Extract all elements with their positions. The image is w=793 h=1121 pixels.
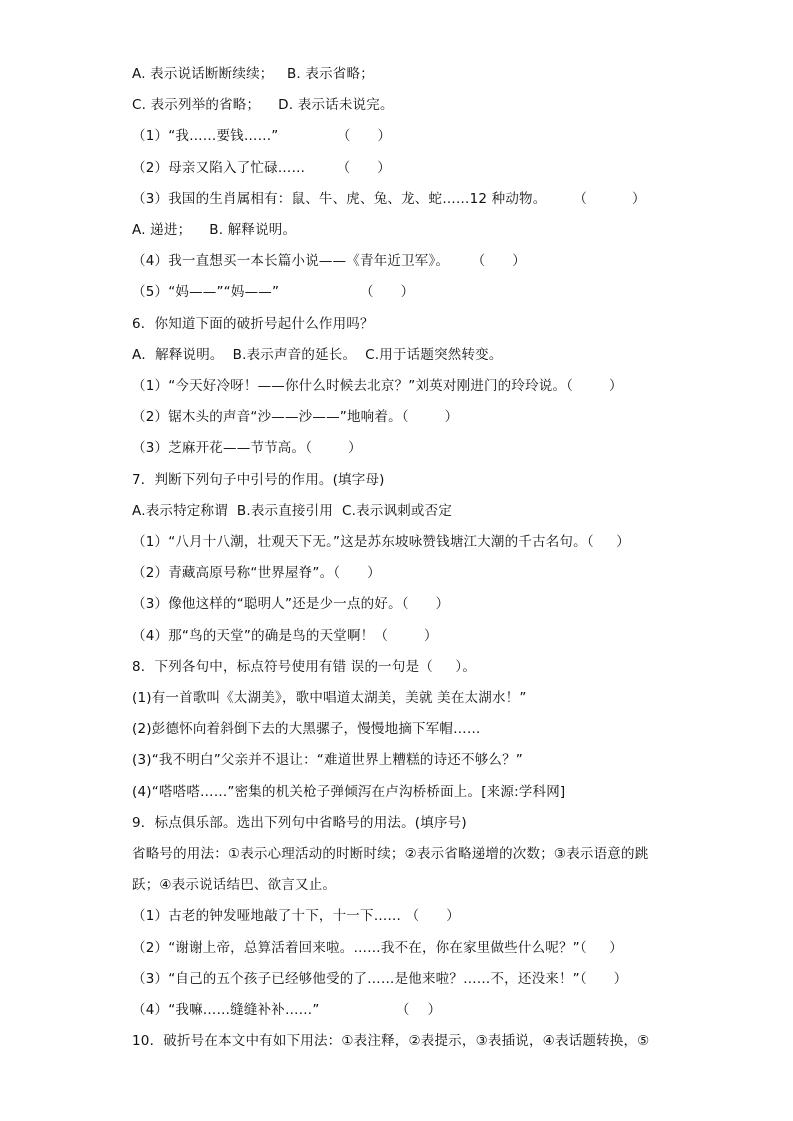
text-line: 省略号的用法：①表示心理活动的时断时续；②表示省略递增的次数；③表示语意的跳 (132, 846, 649, 862)
text-line: C. 表示列举的省略； D. 表示话未说完。 (132, 97, 394, 113)
text-line: （4）那“鸟的天堂”的确是鸟的天堂啊！（ ） (132, 628, 438, 644)
text-line: （1）“今天好冷呀！——你什么时候去北京？”刘英对刚进门的玲玲说。（ ） (132, 378, 623, 394)
text-line: （4）“我嘛……缝缝补补……” （ ） (132, 1002, 442, 1018)
text-line: （2）青藏高原号称“世界屋脊”。（ ） (132, 565, 381, 581)
text-line: （2）锯木头的声音“沙——沙——”地响着。（ ） (132, 409, 459, 425)
text-line: A. 表示说话断断续续； B. 表示省略； (132, 66, 374, 82)
text-line: （1）“我……要钱……” （ ） (132, 128, 392, 144)
question-heading: 6．你知道下面的破折号起什么作用吗？ (132, 316, 374, 332)
text-line: （3）“自己的五个孩子已经够他受的了……是他来啦？……不，还没来！”（ ） (132, 971, 628, 987)
text-line: (3)“我不明白”父亲并不退让：“难道世界上糟糕的诗还不够么？” (132, 752, 523, 768)
text-line: (1)有一首歌叫《太湖美》，歌中唱道太湖美，美就 美在太湖水！” (132, 690, 527, 706)
text-line: A. 递进； B. 解释说明。 (132, 222, 297, 238)
text-line: （3）芝麻开花——节节高。（ ） (132, 440, 362, 456)
text-line: （4）我一直想买一本长篇小说——《青年近卫军》。 （ ） (132, 253, 526, 269)
text-line: 跃；④表示说话结巴、欲言又止。 (132, 877, 337, 893)
text-line: A．解释说明。 B.表示声音的延长。 C.用于话题突然转变。 (132, 347, 503, 363)
text-line: A.表示特定称谓 B.表示直接引用 C.表示讽刺或否定 (132, 503, 453, 519)
text-line: （5）“妈——”“妈——” （ ） (132, 284, 415, 300)
text-line: （3）像他这样的“聪明人”还是少一点的好。（ ） (132, 596, 450, 612)
text-line: (2)彭德怀向着斜倒下去的大黑骡子，慢慢地摘下军帽…… (132, 721, 481, 737)
question-heading: 9．标点俱乐部。选出下列句中省略号的用法。(填序号) (132, 815, 467, 831)
question-heading: 8．下列各句中，标点符号使用有错 误的一句是（ ）。 (132, 659, 477, 675)
text-line: (4)“嗒嗒嗒……”密集的机关枪子弹倾泻在卢沟桥桥面上。[来源:学科网] (132, 784, 566, 800)
question-heading: 7．判断下列句子中引号的作用。(填字母) (132, 472, 385, 488)
text-line: （1）“八月十八潮，壮观天下无。”这是苏东坡咏赞钱塘江大潮的千古名句。（ ） (132, 534, 630, 550)
text-line: （2）母亲又陷入了忙碌…… （ ） (132, 160, 391, 176)
text-line: （3）我国的生肖属相有：鼠、牛、虎、兔、龙、蛇……12 种动物。 （ ） (132, 191, 646, 207)
text-line: （2）“谢谢上帝，总算活着回来啦。……我不在，你在家里做些什么呢？”（ ） (132, 940, 623, 956)
text-line: （1）古老的钟发哑地敲了十下，十一下…… （ ） (132, 908, 460, 924)
question-heading: 10．破折号在本文中有如下用法：①表注释，②表提示，③表插说，④表话题转换，⑤ (132, 1033, 650, 1049)
